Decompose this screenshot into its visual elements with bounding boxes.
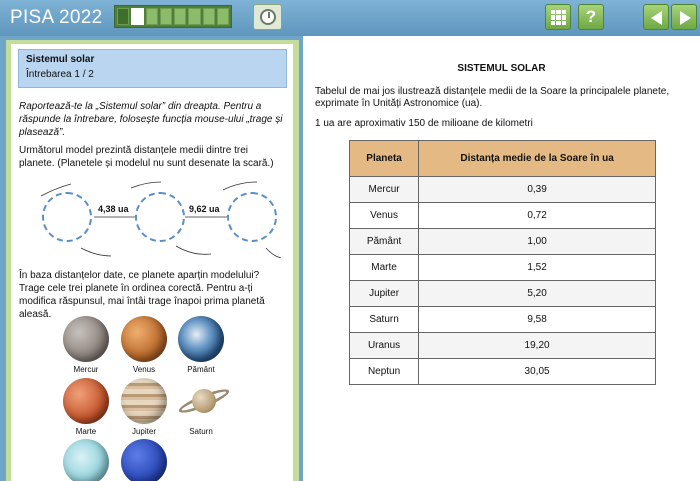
planet-label: Pământ <box>187 365 215 374</box>
table-row <box>350 281 656 307</box>
top-bar <box>0 0 700 36</box>
venus-icon <box>121 316 167 362</box>
table-row <box>350 177 656 203</box>
calculator-button[interactable] <box>545 4 571 30</box>
planet-marte[interactable] <box>62 378 110 436</box>
table-row <box>350 307 656 333</box>
progress-segment <box>160 8 172 25</box>
column-header-distance: Distanța medie de la Soare în ua <box>419 141 656 177</box>
brand-title: PISA 2022 <box>10 7 103 28</box>
model-description: Următorul model prezintă distanțele medii dintre trei planete. (Planetele și modelul nu sunt desenate la scară.) <box>19 145 274 169</box>
progress-segment <box>203 8 215 25</box>
progress-segment <box>146 8 158 25</box>
progress-segment <box>117 8 129 25</box>
stimulus-title: SISTEMUL SOLAR <box>457 63 546 74</box>
table-row <box>350 255 656 281</box>
question-panel <box>6 40 299 481</box>
question-number: Întrebarea 1 / 2 <box>26 69 94 80</box>
planet-label: Marte <box>75 427 97 436</box>
neptune-icon <box>121 439 167 481</box>
planet-model <box>11 168 293 258</box>
uranus-icon <box>63 439 109 481</box>
planet-jupiter[interactable] <box>120 378 168 436</box>
question-text: În baza distanțelor date, ce planete aparțin modelului? Trage cele trei planete în ordinea corectă. Pentru a-ți modifica răspunsul, mai întâi trage înapoi prima planetă aleasă. <box>19 270 265 320</box>
progress-segment <box>131 8 143 25</box>
table-row <box>350 203 656 229</box>
planet-label: Jupiter <box>131 427 156 436</box>
planet-cell: Jupiter <box>350 281 419 307</box>
distance-cell: 0,39 <box>419 177 656 203</box>
distance-cell: 30,05 <box>419 359 656 385</box>
column-header-planet: Planeta <box>350 141 419 177</box>
stimulus-panel <box>303 36 700 481</box>
planet-cell: Pământ <box>350 229 419 255</box>
drop-zone-2[interactable] <box>135 192 185 242</box>
help-button[interactable]: ? <box>578 4 604 30</box>
planet-mercur[interactable] <box>62 316 110 374</box>
table-row <box>350 333 656 359</box>
planet-cell: Neptun <box>350 359 419 385</box>
unit-title: Sistemul solar <box>26 54 95 65</box>
progress-segment <box>174 8 186 25</box>
planet-venus[interactable] <box>120 316 168 374</box>
instructions: Raportează-te la „Sistemul solar” din dreapta. Pentru a răspunde la întrebare, folosește funcția mouse-ului „trage și plasează”. <box>19 101 283 138</box>
planet-label: Mercur <box>73 365 99 374</box>
planet-saturn[interactable] <box>177 378 225 436</box>
distance-cell: 9,58 <box>419 307 656 333</box>
planet-neptun[interactable] <box>120 439 168 481</box>
planet-cell: Venus <box>350 203 419 229</box>
question-content[interactable] <box>11 44 293 481</box>
progress-bar <box>114 5 232 28</box>
distance-cell: 19,20 <box>419 333 656 359</box>
stimulus-note: 1 ua are aproximativ 150 de milioane de kilometri <box>315 118 533 129</box>
clock-icon <box>260 9 276 25</box>
calculator-icon <box>551 10 566 25</box>
planet-cell: Marte <box>350 255 419 281</box>
arrow-right-icon <box>680 11 691 25</box>
planet-cell: Mercur <box>350 177 419 203</box>
distance-cell: 0,72 <box>419 203 656 229</box>
arrow-left-icon <box>651 11 662 25</box>
drop-zone-3[interactable] <box>227 192 277 242</box>
planet-cell: Saturn <box>350 307 419 333</box>
table-row <box>350 359 656 385</box>
drop-zone-1[interactable] <box>42 192 92 242</box>
mars-icon <box>63 378 109 424</box>
distance-label-2: 9,62 ua <box>189 204 220 214</box>
previous-button[interactable] <box>643 4 669 30</box>
distance-cell: 5,20 <box>419 281 656 307</box>
mercury-icon <box>63 316 109 362</box>
next-button[interactable] <box>671 4 697 30</box>
distance-cell: 1,00 <box>419 229 656 255</box>
distance-cell: 1,52 <box>419 255 656 281</box>
planet-label: Saturn <box>189 427 213 436</box>
planet-pamant[interactable] <box>177 316 225 374</box>
planet-uranus[interactable] <box>62 439 110 481</box>
timer-button[interactable] <box>253 4 282 30</box>
saturn-icon <box>177 378 229 424</box>
earth-icon <box>178 316 224 362</box>
planet-label: Venus <box>132 365 156 374</box>
progress-segment <box>217 8 229 25</box>
distance-label-1: 4,38 ua <box>98 204 129 214</box>
jupiter-icon <box>121 378 167 424</box>
stimulus-intro: Tabelul de mai jos ilustrează distanțele medii de la Soare la principalele planete, exprimate în Unități Astronomice (ua). <box>315 86 670 109</box>
distance-table <box>349 140 656 385</box>
table-row <box>350 229 656 255</box>
progress-segment <box>188 8 200 25</box>
unit-header <box>18 49 287 88</box>
planet-cell: Uranus <box>350 333 419 359</box>
